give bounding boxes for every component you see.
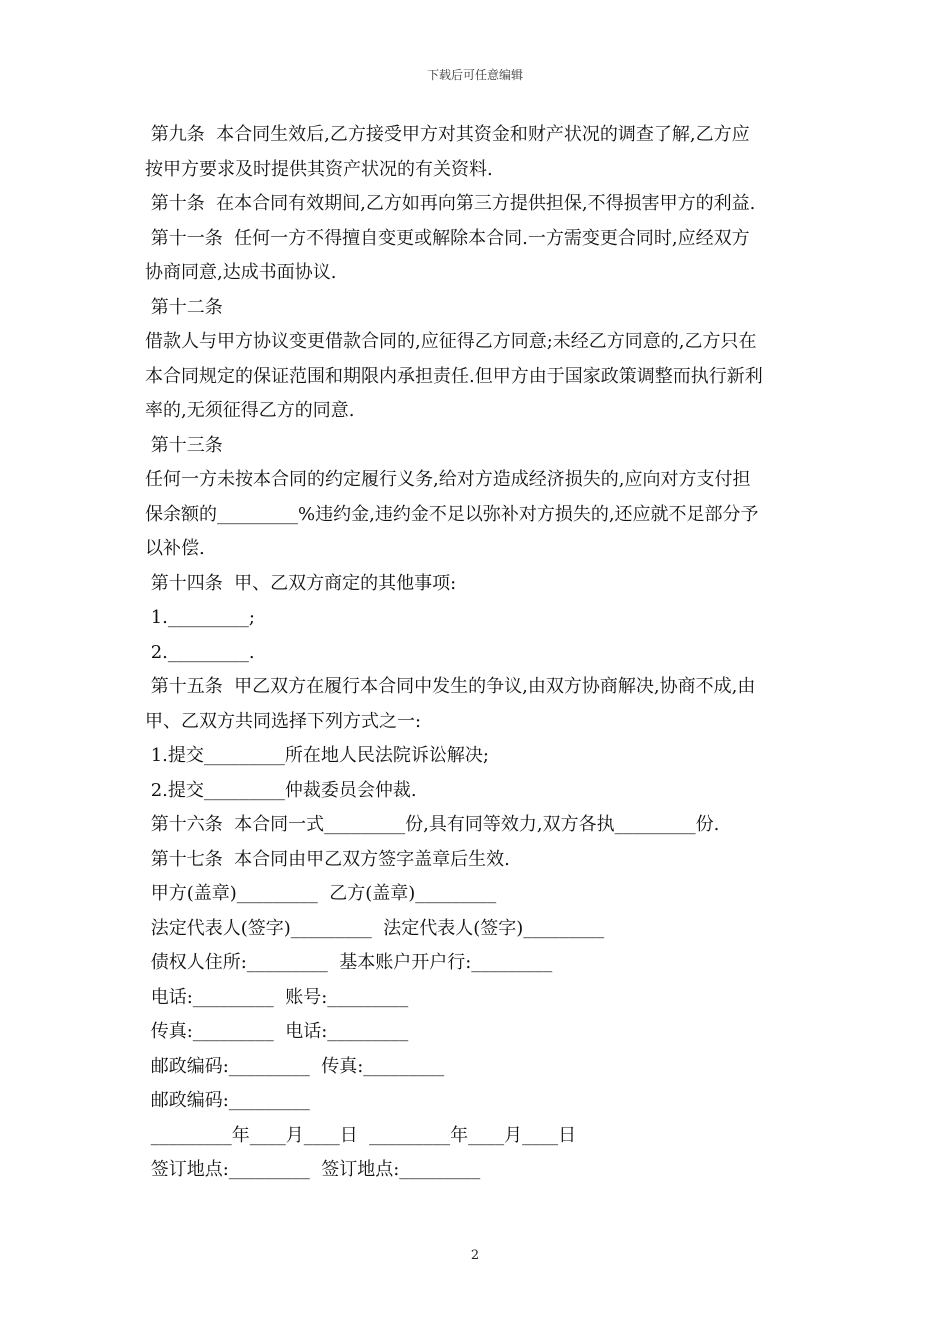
signature-line: 电话:_________ 账号:_________	[145, 986, 409, 1008]
text-line: 2.提交_________仲裁委员会仲裁.	[145, 779, 417, 801]
text-line: 第十七条 本合同由甲乙双方签字盖章后生效.	[145, 848, 510, 870]
text-line: 第九条 本合同生效后,乙方接受甲方对其资金和财产状况的调查了解,乙方应	[145, 124, 750, 145]
text-line: 协商同意,达成书面协议.	[145, 262, 337, 283]
text-line: 第十条 在本合同有效期间,乙方如再向第三方提供担保,不得损害甲方的利益.	[145, 193, 756, 214]
text-line: 按甲方要求及时提供其资产状况的有关资料.	[145, 158, 493, 180]
text-line: 第十一条 任何一方不得擅自变更或解除本合同.一方需变更合同时,应经双方	[145, 227, 750, 249]
signature-line: 邮政编码:_________	[145, 1090, 310, 1111]
signature-line: 传真:_________ 电话:_________	[145, 1021, 409, 1042]
text-line: 本合同规定的保证范围和期限内承担责任.但甲方由于国家政策调整而执行新利	[145, 365, 763, 387]
text-line: 1.提交_________所在地人民法院诉讼解决;	[145, 745, 489, 766]
signature-line: 甲方(盖章)_________ 乙方(盖章)_________	[145, 883, 497, 904]
signature-line: 法定代表人(签字)_________ 法定代表人(签字)_________	[145, 917, 605, 939]
text-line: 2._________.	[145, 641, 255, 663]
text-line: 第十二条	[145, 296, 223, 318]
signature-line: 签订地点:_________ 签订地点:_________	[145, 1159, 481, 1180]
text-line: 1._________;	[145, 607, 255, 628]
text-line: 第十五条 甲乙双方在履行本合同中发生的争议,由双方协商解决,协商不成,由	[145, 676, 756, 697]
text-line: 甲、乙双方共同选择下列方式之一:	[145, 710, 422, 732]
text-line: 保余额的_________%违约金,违约金不足以弥补对方损失的,还应就不足部分予	[145, 503, 759, 525]
text-line: 借款人与甲方协议变更借款合同的,应征得乙方同意;未经乙方同意的,乙方只在	[145, 331, 757, 352]
contract-body	[145, 118, 810, 1188]
text-line: 第十三条	[145, 434, 223, 456]
text-line: 任何一方未按本合同的约定履行义务,给对方造成经济损失的,应向对方支付担	[145, 469, 751, 490]
text-line: 第十六条 本合同一式_________份,具有同等效力,双方各执_________份.	[145, 814, 720, 835]
text-line: 以补偿.	[145, 538, 205, 559]
page-header: 下载后可任意编辑	[426, 68, 523, 82]
signature-line: 邮政编码:_________ 传真:_________	[145, 1055, 445, 1077]
signature-line: 债权人住所:_________ 基本账户开户行:_________	[145, 952, 553, 973]
text-line: 率的,无须征得乙方的同意.	[145, 400, 355, 421]
date-line: _________年____月____日 _________年____月____日	[145, 1124, 577, 1146]
text-line: 第十四条 甲、乙双方商定的其他事项:	[145, 572, 457, 594]
page-number: 2	[470, 1248, 480, 1263]
